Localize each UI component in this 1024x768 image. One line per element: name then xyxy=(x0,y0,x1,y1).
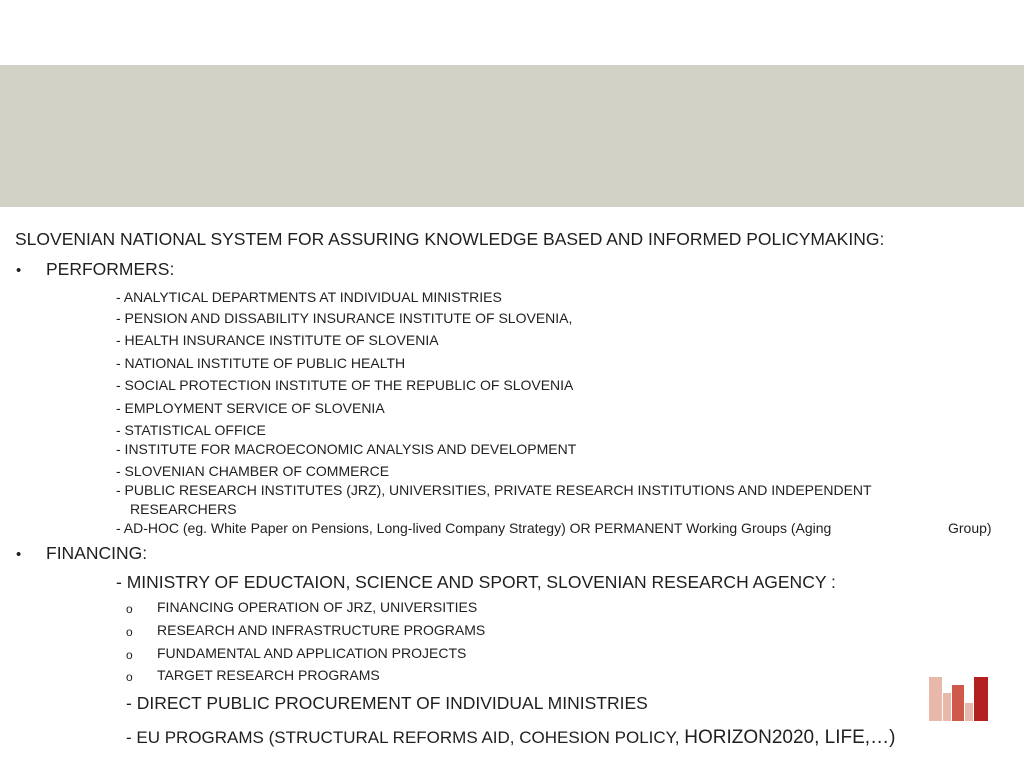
financing-subitem: RESEARCH AND INFRASTRUCTURE PROGRAMS xyxy=(157,622,486,638)
performer-item: - HEALTH INSURANCE INSTITUTE OF SLOVENIA xyxy=(116,332,439,348)
financing-subitem: FINANCING OPERATION OF JRZ, UNIVERSITIES xyxy=(157,599,478,615)
performer-item-continuation: Group) xyxy=(948,520,992,536)
eu-programs-suffix: HORIZON2020, LIFE,…) xyxy=(684,727,896,748)
performer-item: - ANALYTICAL DEPARTMENTS AT INDIVIDUAL MINISTRIES xyxy=(116,289,502,305)
logo xyxy=(929,677,989,721)
financing-subitem: FUNDAMENTAL AND APPLICATION PROJECTS xyxy=(157,645,467,661)
financing-procurement: - DIRECT PUBLIC PROCUREMENT OF INDIVIDUAL MINISTRIES xyxy=(126,693,648,713)
performer-item: - INSTITUTE FOR MACROECONOMIC ANALYSIS AND DEVELOPMENT xyxy=(116,441,577,457)
o-bullet: o xyxy=(126,625,133,639)
performer-item: - AD-HOC (eg. White Paper on Pensions, Long-lived Company Strategy) OR PERMANENT Working Groups (Aging xyxy=(116,520,832,536)
performers-heading: PERFORMERS: xyxy=(46,259,175,279)
performer-item: - STATISTICAL OFFICE xyxy=(116,422,266,438)
bullet-performers: • xyxy=(16,262,22,279)
logo-bar-light-small xyxy=(943,693,951,721)
performer-item: - EMPLOYMENT SERVICE OF SLOVENIA xyxy=(116,400,385,416)
slide-title: SLOVENIAN NATIONAL SYSTEM FOR ASSURING KNOWLEDGE BASED AND INFORMED POLICYMAKING: xyxy=(15,229,885,249)
o-bullet: o xyxy=(126,648,133,662)
o-bullet: o xyxy=(126,602,133,616)
performer-item: - SOCIAL PROTECTION INSTITUTE OF THE REPUBLIC OF SLOVENIA xyxy=(116,377,574,393)
o-bullet: o xyxy=(126,670,133,684)
performer-item: - PUBLIC RESEARCH INSTITUTES (JRZ), UNIVERSITIES, PRIVATE RESEARCH INSTITUTIONS AND INDEPENDENT xyxy=(116,482,872,498)
performer-item: - SLOVENIAN CHAMBER OF COMMERCE xyxy=(116,463,390,479)
financing-eu-programs xyxy=(126,728,895,747)
performer-item: - PENSION AND DISSABILITY INSURANCE INSTITUTE OF SLOVENIA, xyxy=(116,310,573,326)
bullet-financing: • xyxy=(16,546,22,563)
header-band xyxy=(0,65,1024,207)
financing-subitem: TARGET RESEARCH PROGRAMS xyxy=(157,667,380,683)
financing-ministry: - MINISTRY OF EDUCTAION, SCIENCE AND SPORT, SLOVENIAN RESEARCH AGENCY : xyxy=(116,572,836,592)
eu-programs-prefix: - EU PROGRAMS (STRUCTURAL REFORMS AID, COHESION POLICY, xyxy=(126,728,685,747)
performer-item: - NATIONAL INSTITUTE OF PUBLIC HEALTH xyxy=(116,355,406,371)
logo-bar-mid xyxy=(952,685,964,721)
financing-heading: FINANCING: xyxy=(46,543,148,563)
logo-bar-dark xyxy=(974,677,988,721)
logo-bar-light xyxy=(929,677,942,721)
performer-item-continuation: RESEARCHERS xyxy=(130,501,237,517)
logo-bar-light-low xyxy=(965,703,973,721)
